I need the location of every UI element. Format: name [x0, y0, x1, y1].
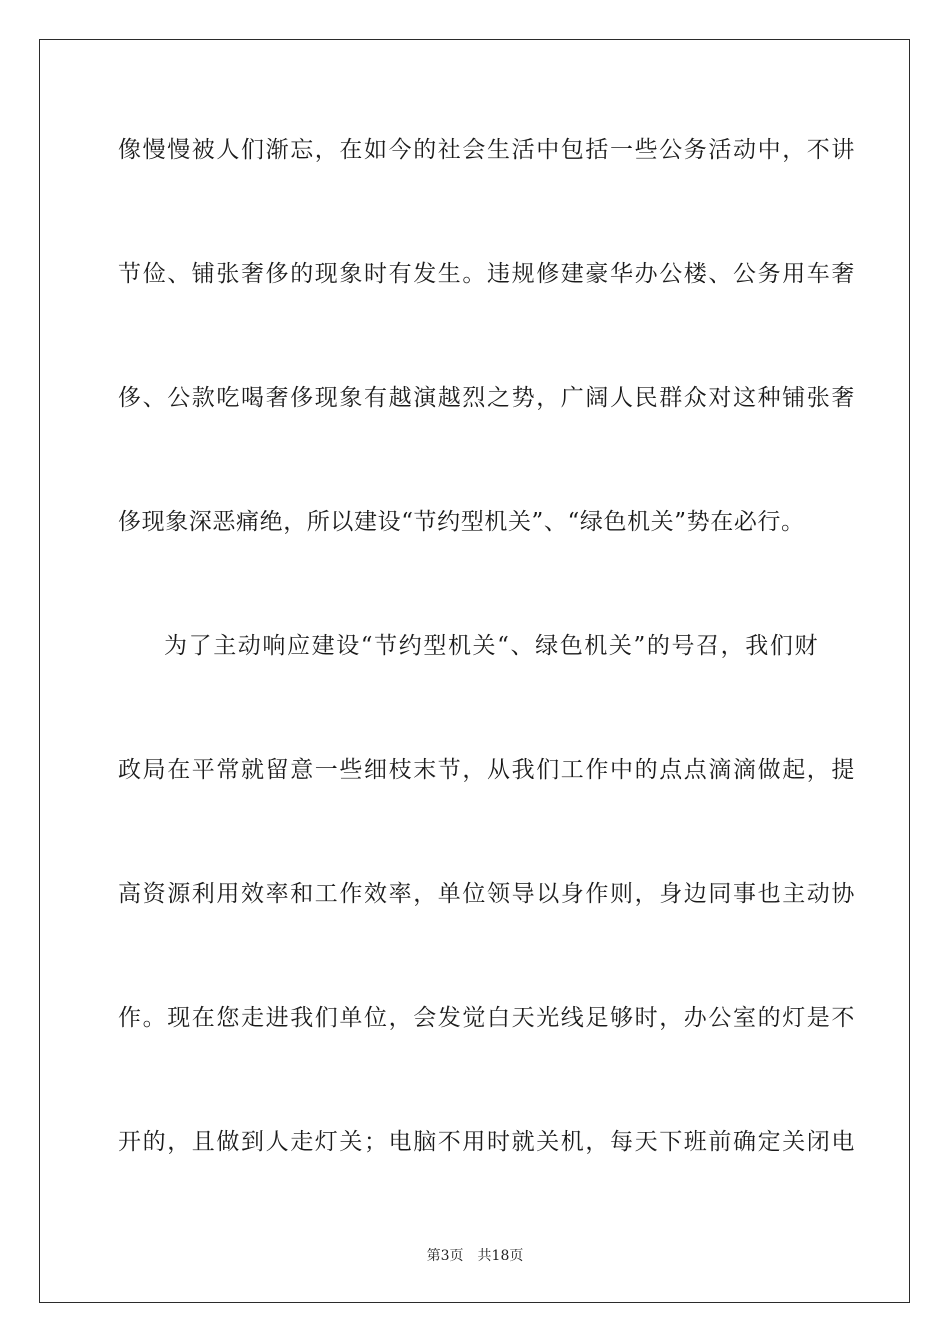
text-line: 开的，且做到人走灯关；电脑不用时就关机，每天下班前确定关闭电	[118, 1129, 856, 1155]
text-line: 高资源利用效率和工作效率，单位领导以身作则，身边同事也主动协	[118, 881, 856, 907]
page-total: 共18页	[477, 1248, 524, 1264]
text-line: 节俭、铺张奢侈的现象时有发生。违规修建豪华办公楼、公务用车奢	[118, 261, 856, 287]
text-line: 侈、公款吃喝奢侈现象有越演越烈之势，广阔人民群众对这种铺张奢	[118, 385, 856, 411]
text-line: 作。现在您走进我们单位，会发觉白天光线足够时，办公室的灯是不	[118, 1005, 856, 1031]
page-number: 第3页	[426, 1248, 464, 1264]
page-border	[39, 39, 910, 1303]
paragraph-start-line: 为了主动响应建设“节约型机关“、绿色机关”的号召，我们财	[164, 633, 820, 659]
text-line: 侈现象深恶痛绝，所以建设“节约型机关”、“绿色机关”势在必行。	[118, 509, 805, 535]
text-line: 像慢慢被人们渐忘，在如今的社会生活中包括一些公务活动中，不讲	[118, 137, 856, 163]
page-footer	[0, 1247, 950, 1265]
text-line: 政局在平常就留意一些细枝末节，从我们工作中的点点滴滴做起，提	[118, 757, 856, 783]
